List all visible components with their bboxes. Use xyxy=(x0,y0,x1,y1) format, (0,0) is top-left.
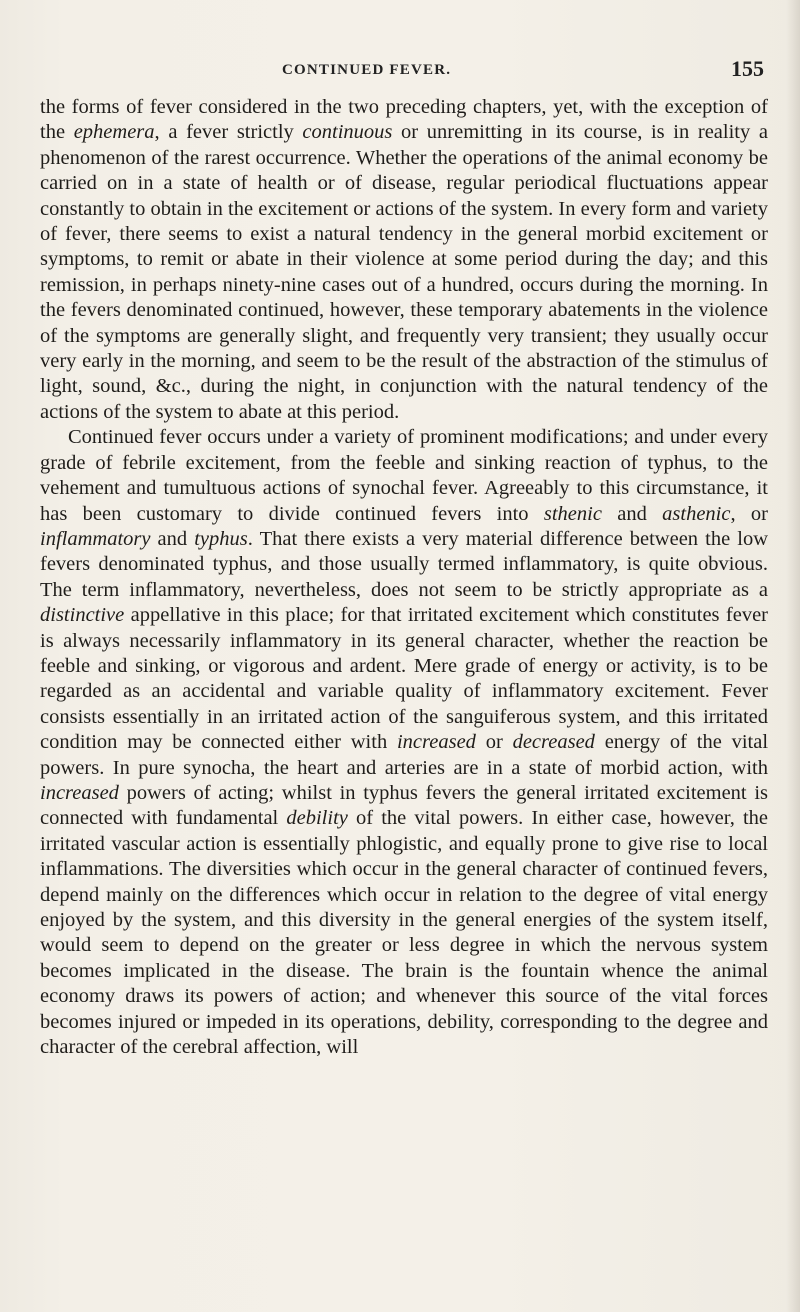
italic-term: decreased xyxy=(512,731,595,754)
paragraph-1 xyxy=(40,95,768,425)
text-run: and xyxy=(601,502,663,525)
italic-term: inflammatory xyxy=(40,527,151,550)
body-text xyxy=(40,95,768,1060)
text-run: and xyxy=(150,527,195,550)
italic-term: asthenic xyxy=(662,502,731,525)
text-run: powers of acting; whilst in typhus fevers the general irritated excitement is connected with fundamental xyxy=(40,781,768,830)
running-title: CONTINUED FEVER. xyxy=(282,62,452,78)
text-run: Continued fever occurs under a variety of prominent modifications; and under every grade of febrile excitement, from the feeble and sinking reaction of typhus, to the vehement and tumultuous actions of synochal fever. Agreeably to this circumstance, it has been customary to divide continued fevers into xyxy=(40,426,768,525)
paragraph-2 xyxy=(40,425,768,1060)
text-run: or xyxy=(475,731,513,754)
running-head xyxy=(40,58,768,86)
text-run: . That there exists a very material difference between the low fevers denominated typhus, and those usually termed inflammatory, is quite obvious. The term inflammatory, nevertheless, does not seem to be strictly appropriate as a xyxy=(40,527,768,601)
italic-term: typhus xyxy=(194,527,248,550)
text-run: , a fever strictly xyxy=(154,121,303,144)
text-run: of the vital powers. In either case, however, the irritated vascular action is essentially phlogistic, and equally prone to give rise to local inflammations. The diversities which occur in the general character of continued fevers, depend mainly on the differences which occur in relation to the degree of vital energy enjoyed by the system, and this diversity in the general energies of the system itself, would seem to depend on the greater or less degree in which the nervous system becomes implicated in the disease. The brain is the fountain whence the animal economy draws its powers of action; and whenever this source of the vital forces becomes injured or impeded in its operations, debility, corresponding to the degree and character of the cerebral affection, will xyxy=(40,807,768,1059)
italic-term: sthenic xyxy=(543,502,602,525)
italic-term: increased xyxy=(396,731,476,754)
page-edge-shadow xyxy=(786,0,800,1312)
page-number: 155 xyxy=(731,56,764,81)
italic-term: debility xyxy=(286,807,348,830)
italic-term: increased xyxy=(40,781,119,804)
italic-term: distinctive xyxy=(40,604,125,627)
italic-term: ephemera xyxy=(73,121,155,144)
text-run: appellative in this place; for that irritated excitement which constitutes fever is always necessarily inflammatory in its general character, whether the reaction be feeble and sinking, or vigorous and ardent. Mere grade of energy or activity, is to be regarded as an accidental and variable quality of inflammatory excitement. Fever consists essentially in an irritated action of the sanguiferous system, and this irritated condition may be connected either with xyxy=(40,604,768,754)
text-run: the forms of fever considered in the two preceding chapters, yet, with the exception of the xyxy=(40,96,768,144)
text-run: energy of the vital powers. In pure synocha, the heart and arteries are in a state of morbid action, with xyxy=(40,731,769,779)
text-run: , or xyxy=(730,502,768,525)
text-run: or unremitting in its course, is in reality a phenomenon of the rarest occurrence. Whether the operations of the animal economy be carried on in a state of health or of disease, regular periodical fluctuations appear constantly to obtain in the excitement or actions of the system. In every form and variety of fever, there seems to exist a natural tendency in the general morbid excitement or symptoms, to remit or abate in their violence at some period during the day; and this remission, in perhaps ninety-nine cases out of a hundred, occurs during the morning. In the fevers denominated continued, however, these temporary abatements in the violence of the symptoms are generally slight, and frequently very transient; they usually occur very early in the morning, and seem to be the result of the abstraction of the stimulus of light, sound, &c., during the night, in conjunction with the natural tendency of the actions of the system to abate at this period. xyxy=(40,121,768,423)
italic-term: continuous xyxy=(302,121,393,144)
